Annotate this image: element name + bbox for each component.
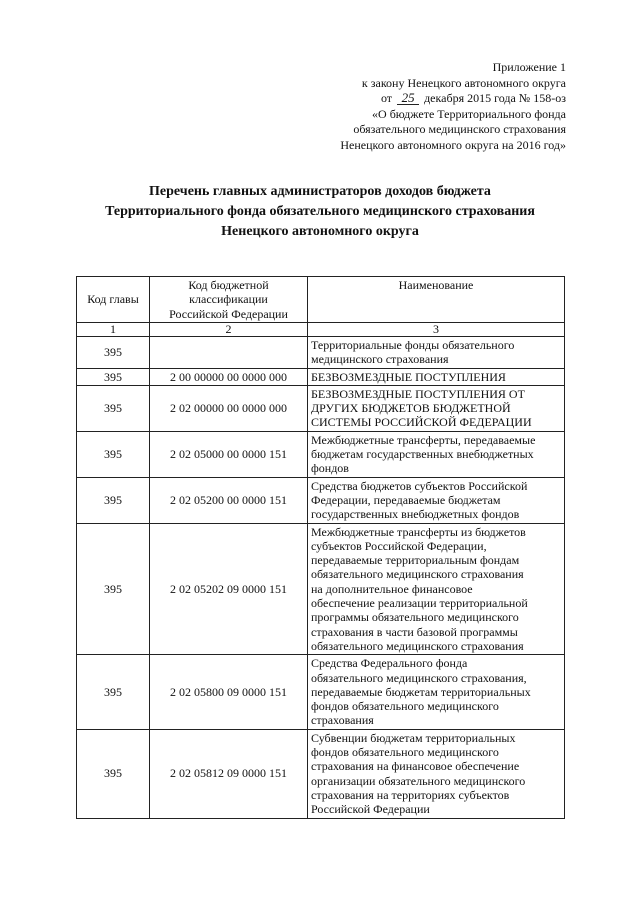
- row-name: [308, 477, 565, 523]
- row-budget-code: 2 02 05200 00 0000 151: [150, 477, 308, 523]
- row-name: [308, 431, 565, 477]
- row-name-line: фондов обязательного медицинского: [311, 699, 499, 714]
- table-row: [77, 523, 565, 655]
- row-chapter-code: 395: [77, 729, 150, 818]
- row-name-line: БЕЗВОЗМЕЗДНЫЕ ПОСТУПЛЕНИЯ ОТ: [311, 386, 525, 401]
- row-budget-code: 2 02 05800 09 0000 151: [150, 655, 308, 729]
- row-chapter-code: 395: [77, 368, 150, 385]
- row-chapter-code: 395: [77, 337, 150, 369]
- row-chapter-code: 395: [77, 385, 150, 431]
- row-name-line: фондов обязательного медицинского: [311, 745, 499, 760]
- date-prefix: от: [380, 91, 393, 105]
- row-budget-code: [150, 337, 308, 369]
- row-name-line: обязательного медицинского страхования,: [311, 670, 527, 685]
- title-line-2: Территориального фонда обязательного медицинского страхования: [105, 204, 535, 219]
- row-name-line: государственных внебюджетных фондов: [311, 507, 520, 522]
- row-name-line: страхования в части базовой программы: [311, 624, 518, 639]
- row-name-line: организации обязательного медицинского: [311, 773, 526, 788]
- appendix-title: Приложение 1: [492, 60, 566, 74]
- row-name-line: медицинского страхования: [311, 352, 449, 367]
- table-row: [77, 368, 565, 385]
- row-chapter-code: 395: [77, 523, 150, 655]
- table-body: [77, 337, 565, 819]
- row-name-line: Межбюджетные трансферты, передаваемые: [311, 432, 536, 447]
- row-name: [308, 729, 565, 818]
- administrators-table: [76, 276, 565, 819]
- appendix-law-ref: к закону Ненецкого автономного округа: [361, 75, 566, 90]
- row-name-line: обязательного медицинского страхования: [311, 567, 524, 582]
- table-row: [77, 385, 565, 431]
- row-budget-code: 2 02 05202 09 0000 151: [150, 523, 308, 655]
- title-line-1: Перечень главных администраторов доходов бюджета: [149, 184, 491, 199]
- appendix-law-name-2: обязательного медицинского страхования: [353, 122, 566, 136]
- column-number-2: 2: [150, 323, 308, 337]
- row-name: [308, 337, 565, 369]
- appendix-date-line: [236, 91, 566, 107]
- header-bk-line-1: Код бюджетной: [188, 278, 269, 292]
- title-line-3: Ненецкого автономного округа: [221, 224, 419, 239]
- header-budget-code: [150, 277, 308, 323]
- row-name-line: Территориальные фонды обязательного: [311, 338, 515, 352]
- row-name: [308, 655, 565, 729]
- row-name: [308, 523, 565, 655]
- header-bk-line-2: классификации: [189, 292, 268, 307]
- row-budget-code: 2 02 05000 00 0000 151: [150, 431, 308, 477]
- row-name-line: Федерации, передаваемые бюджетам: [311, 492, 501, 507]
- row-name-line: обеспечение реализации территориальной: [311, 596, 528, 611]
- table-row: [77, 337, 565, 369]
- row-name: [308, 385, 565, 431]
- date-suffix: декабря 2015 года № 158-оз: [424, 91, 566, 105]
- header-bk-line-3: Российской Федерации: [169, 306, 288, 321]
- table-row: [77, 655, 565, 729]
- row-chapter-code: 395: [77, 431, 150, 477]
- row-name-line: бюджетам государственных внебюджетных: [311, 447, 534, 462]
- row-name-line: фондов: [311, 461, 349, 476]
- row-name: [308, 368, 565, 385]
- document-title: [60, 182, 580, 242]
- column-number-1: 1: [77, 323, 150, 337]
- appendix-header: [236, 60, 566, 153]
- appendix-law-name-1: «О бюджете Территориального фонда: [372, 106, 566, 121]
- table-row: [77, 729, 565, 818]
- row-name-line: Межбюджетные трансферты из бюджетов: [311, 524, 526, 539]
- appendix-law-name-3: Ненецкого автономного округа на 2016 год»: [340, 137, 566, 152]
- row-name-line: ДРУГИХ БЮДЖЕТОВ БЮДЖЕТНОЙ: [311, 401, 511, 416]
- date-day-handwritten: 25: [397, 91, 419, 105]
- column-number-row: [77, 323, 565, 337]
- row-budget-code: 2 00 00000 00 0000 000: [150, 368, 308, 385]
- table-row: [77, 477, 565, 523]
- row-budget-code: 2 02 00000 00 0000 000: [150, 385, 308, 431]
- row-name-line: передаваемые бюджетам территориальных: [311, 684, 531, 699]
- row-name-line: передаваемые территориальным фондам: [311, 553, 520, 568]
- row-name-line: Российской Федерации: [311, 802, 430, 817]
- row-name-line: страхования: [311, 713, 374, 728]
- row-name-line: Средства Федерального фонда: [311, 656, 468, 671]
- row-chapter-code: 395: [77, 655, 150, 729]
- row-name-line: на дополнительное финансовое: [311, 581, 473, 596]
- column-number-3: 3: [308, 323, 565, 337]
- row-name-line: страхования на территориях субъектов: [311, 787, 510, 802]
- table-row: [77, 431, 565, 477]
- row-name-line: СИСТЕМЫ РОССИЙСКОЙ ФЕДЕРАЦИИ: [311, 415, 532, 430]
- row-name-line: субъектов Российской Федерации,: [311, 538, 487, 553]
- row-name-line: Средства бюджетов субъектов Российской: [311, 478, 528, 493]
- row-chapter-code: 395: [77, 477, 150, 523]
- row-name-line: программы обязательного медицинского: [311, 610, 519, 625]
- row-name-line: Субвенции бюджетам территориальных: [311, 730, 516, 745]
- row-budget-code: 2 02 05812 09 0000 151: [150, 729, 308, 818]
- header-code: Код главы: [77, 277, 150, 323]
- row-name-line: обязательного медицинского страхования: [311, 638, 524, 653]
- row-name-line: БЕЗВОЗМЕЗДНЫЕ ПОСТУПЛЕНИЯ: [311, 369, 506, 384]
- table-header-row: [77, 277, 565, 323]
- header-name: Наименование: [308, 277, 565, 323]
- row-name-line: страхования на финансовое обеспечение: [311, 759, 520, 774]
